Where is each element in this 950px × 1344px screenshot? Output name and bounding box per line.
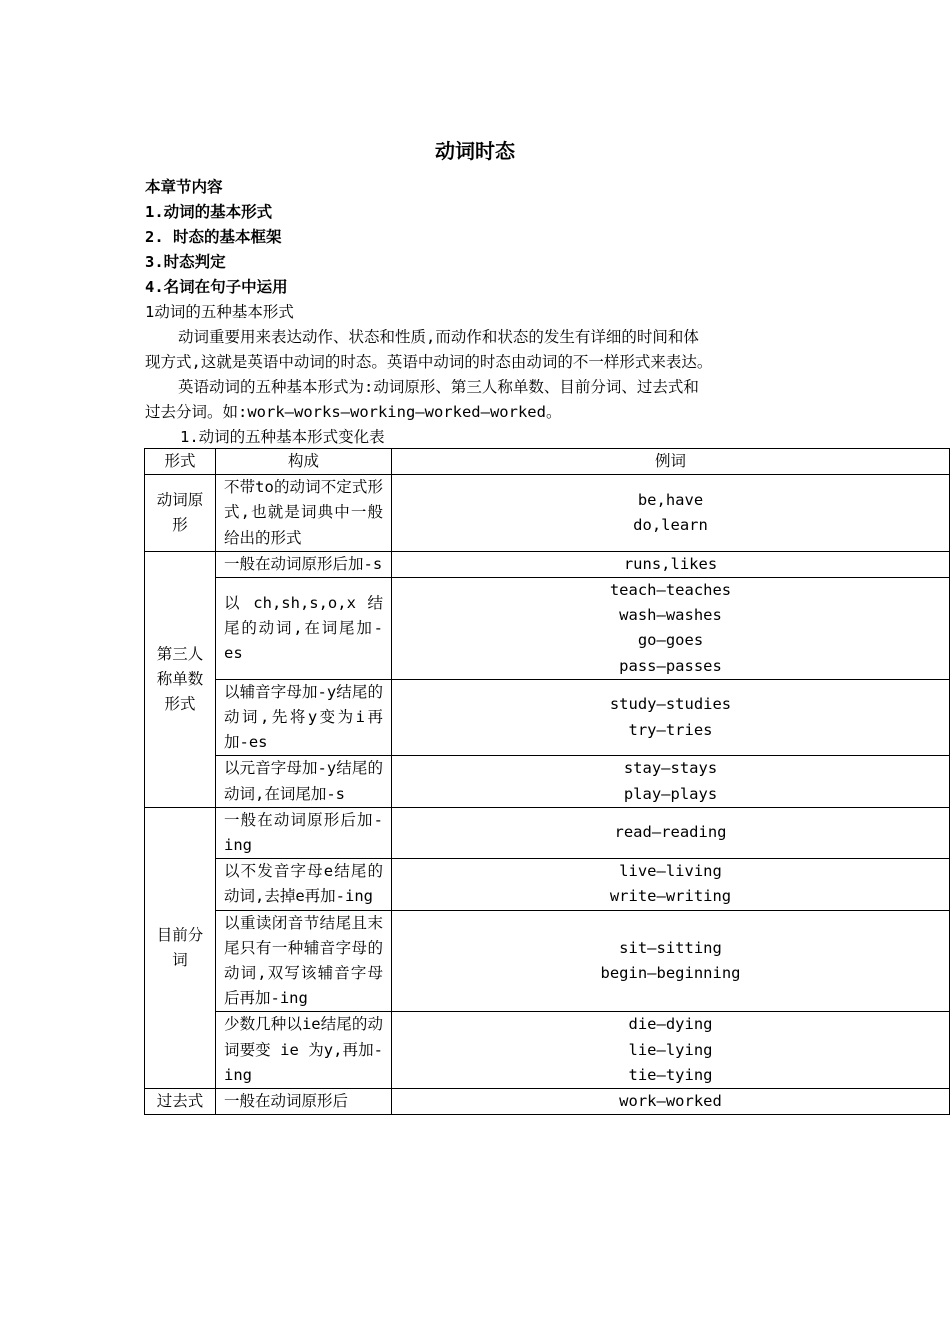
table-caption: 1.动词的五种基本形式变化表 [180, 428, 385, 446]
table-row [145, 1012, 950, 1089]
example-word: study—studies [609, 695, 732, 714]
column-header: 构成 [216, 449, 392, 475]
paragraph-line: 英语动词的五种基本形式为:动词原形、第三人称单数、目前分词、过去式和 [178, 378, 699, 396]
rule-cell: 一般在动词原形后 [216, 1089, 392, 1115]
example-word: die—dying [628, 1015, 713, 1034]
toc-heading: 本章节内容 [145, 178, 223, 196]
example-word: tie—tying [628, 1065, 713, 1084]
examples-cell [392, 578, 950, 680]
examples-cell [392, 1089, 950, 1115]
paragraph [145, 375, 815, 425]
toc-item: 1.动词的基本形式 [145, 203, 273, 221]
rule-cell: 以重读闭音节结尾且末尾只有一种辅音字母的动词,双写该辅音字母后再加-ing [216, 910, 392, 1012]
example-word: wash—washes [619, 606, 722, 625]
toc-item: 2. 时态的基本框架 [145, 228, 282, 246]
table-row [145, 756, 950, 807]
rule-cell: 少数几种以ie结尾的动词要变 ie 为y,再加-ing [216, 1012, 392, 1089]
rule-cell: 一般在动词原形后加-s [216, 551, 392, 577]
table-header-row [145, 449, 950, 475]
table-row [145, 475, 950, 552]
toc-item: 4.名词在句子中运用 [145, 278, 288, 296]
form-name-cell: 第三人称单数形式 [145, 551, 216, 807]
section-heading: 1动词的五种基本形式 [145, 303, 294, 321]
table-row [145, 551, 950, 577]
example-word: teach—teaches [609, 581, 732, 600]
example-word: write—writing [609, 887, 732, 906]
examples-cell [392, 475, 950, 552]
example-word: runs,likes [623, 554, 718, 573]
example-word: try—tries [628, 720, 713, 739]
paragraph-line: 过去分词。如:work—works—working—worked—worked。 [145, 403, 562, 421]
table-row [145, 859, 950, 910]
example-word: sit—sitting [619, 938, 722, 957]
toc-item: 3.时态判定 [145, 253, 226, 271]
examples-cell [392, 551, 950, 577]
rule-cell: 以元音字母加-y结尾的动词,在词尾加-s [216, 756, 392, 807]
paragraph-line: 动词重要用来表达动作、状态和性质,而动作和状态的发生有详细的时间和体 [178, 328, 699, 346]
example-word: work—worked [619, 1092, 722, 1111]
form-name-cell: 动词原形 [145, 475, 216, 552]
examples-cell [392, 756, 950, 807]
rule-cell: 不带to的动词不定式形式,也就是词典中一般给出的形式 [216, 475, 392, 552]
examples-cell [392, 679, 950, 756]
paragraph [145, 325, 815, 375]
example-word: read—reading [614, 823, 727, 842]
rule-cell: 以不发音字母e结尾的动词,去掉e再加-ing [216, 859, 392, 910]
form-name-cell: 目前分词 [145, 807, 216, 1088]
example-word: stay—stays [623, 759, 718, 778]
rule-cell: 一般在动词原形后加-ing [216, 807, 392, 858]
table-row [145, 679, 950, 756]
table-row [145, 807, 950, 858]
examples-cell [392, 859, 950, 910]
example-word: go—goes [637, 631, 704, 650]
column-header: 例词 [392, 449, 950, 475]
column-header: 形式 [145, 449, 216, 475]
examples-cell [392, 910, 950, 1012]
example-word: pass—passes [619, 656, 722, 675]
table-row [145, 1089, 950, 1115]
rule-cell: 以辅音字母加-y结尾的动词,先将y变为i再加-es [216, 679, 392, 756]
rule-cell: 以 ch,sh,s,o,x 结尾的动词,在词尾加-es [216, 578, 392, 680]
verb-forms-table [144, 448, 950, 1115]
example-word: do,learn [633, 516, 708, 534]
example-word: be,have [637, 490, 704, 509]
table-row [145, 578, 950, 680]
paragraph-line: 现方式,这就是英语中动词的时态。英语中动词的时态由动词的不一样形式来表达。 [145, 353, 713, 371]
example-word: lie—lying [628, 1040, 713, 1059]
example-word: play—plays [623, 784, 718, 803]
form-name-cell: 过去式 [145, 1089, 216, 1115]
example-word: begin—beginning [600, 964, 741, 983]
examples-cell [392, 1012, 950, 1089]
table-row [145, 910, 950, 1012]
examples-cell [392, 807, 950, 858]
example-word: live—living [619, 862, 722, 881]
document-title: 动词时态 [435, 139, 515, 163]
